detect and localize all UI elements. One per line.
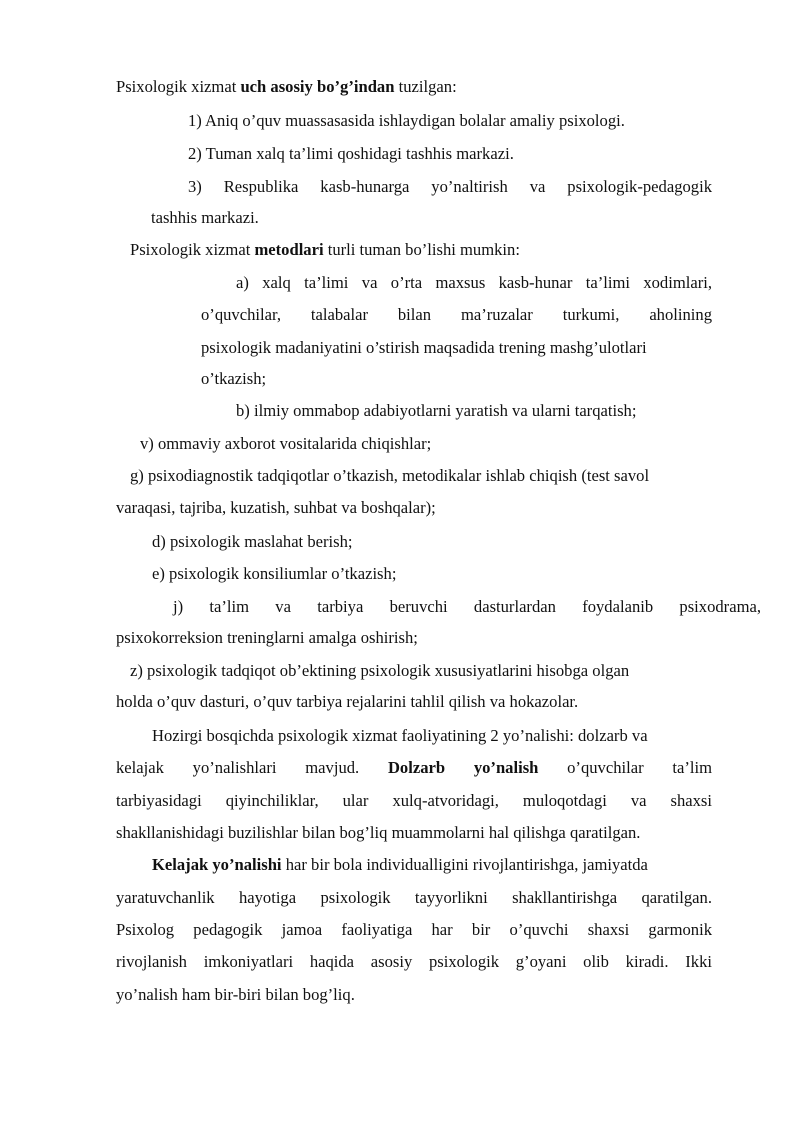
part-item-3-cont: tashhis markazi. xyxy=(151,208,259,227)
method-a-cont-3: o’tkazish; xyxy=(201,369,267,388)
intro-text: Psixologik xizmat xyxy=(116,77,241,96)
part-item-1: 1) Aniq o’quv muassasasida ishlaydigan bolalar amaliy psixologi. xyxy=(188,111,625,130)
para2-line2: yaratuvchanlik hayotiga psixologik tayyorlikni shakllantirishga qaratilgan. xyxy=(116,888,712,907)
para1-bold-term: Dolzarb yo’nalish xyxy=(387,758,539,777)
para2-line1 xyxy=(152,853,712,877)
part-item-2: 2) Tuman xalq ta’limi qoshidagi tashhis markazi. xyxy=(188,144,514,163)
method-z: z) psixologik tadqiqot ob’ektining psixologik xususiyatlarini hisobga olgan xyxy=(130,661,630,680)
methods-intro xyxy=(130,238,712,262)
para2-line1-tail: har bir bola individualligini rivojlantirishga, jamiyatda xyxy=(281,855,648,874)
method-g: g) psixodiagnostik tadqiqotlar o’tkazish, metodikalar ishlab chiqish (test savol xyxy=(130,466,650,485)
method-a-cont-1: o’quvchilar, talabalar bilan ma’ruzalar turkumi, aholining xyxy=(201,305,712,324)
para1-line3: tarbiyasidagi qiyinchiliklar, ular xulq-atvoridagi, muloqotdagi va shaxsi xyxy=(116,791,712,810)
para1-line4: shakllanishidagi buzilishlar bilan bog’liq muammolarni hal qilishga qaratilgan. xyxy=(116,823,641,842)
para2-line5: yo’nalish ham bir-biri bilan bog’liq. xyxy=(116,985,355,1004)
intro-tail: tuzilgan: xyxy=(394,77,457,96)
method-d: d) psixologik maslahat berish; xyxy=(152,532,353,551)
para1-line2 xyxy=(116,756,712,780)
para1-line2-text: kelajak yo’nalishlari mavjud. xyxy=(116,758,388,777)
method-a-cont-2: psixologik madaniyatini o’stirish maqsadida trening mashg’ulotlari xyxy=(201,338,647,357)
method-v: v) ommaviy axborot vositalarida chiqishlar; xyxy=(140,434,432,453)
para1-line1: Hozirgi bosqichda psixologik xizmat faoliyatining 2 yo’nalishi: dolzarb va xyxy=(152,726,648,745)
methods-intro-text: Psixologik xizmat xyxy=(130,240,255,259)
method-b: b) ilmiy ommabop adabiyotlarni yaratish va ularni tarqatish; xyxy=(236,401,637,420)
intro-bold: uch asosiy bo’g’indan xyxy=(240,77,395,96)
para1-line2-tail: o’quvchilar ta’lim xyxy=(538,758,712,777)
method-j-cont: psixokorreksion treninglarni amalga oshirish; xyxy=(116,628,418,647)
method-g-cont: varaqasi, tajriba, kuzatish, suhbat va boshqalar); xyxy=(116,498,436,517)
methods-intro-tail: turli tuman bo’lishi mumkin: xyxy=(323,240,520,259)
method-e: e) psixologik konsiliumlar o’tkazish; xyxy=(152,564,397,583)
method-z-cont: holda o’quv dasturi, o’quv tarbiya rejalarini tahlil qilish va hokazolar. xyxy=(116,692,579,711)
para2-line4: rivojlanish imkoniyatlari haqida asosiy psixologik g’oyani olib kiradi. Ikki xyxy=(116,952,712,971)
method-j: j) ta’lim va tarbiya beruvchi dasturlardan foydalanib psixodrama, xyxy=(173,597,761,616)
para2-line3: Psixolog pedagogik jamoa faoliyatiga har bir o’quvchi shaxsi garmonik xyxy=(116,920,712,939)
part-item-3: 3) Respublika kasb-hunarga yo’naltirish va psixologik-pedagogik xyxy=(188,177,712,196)
method-a: a) xalq ta’limi va o’rta maxsus kasb-hunar ta’limi xodimlari, xyxy=(236,273,712,292)
intro-line xyxy=(116,75,712,99)
para2-bold-term: Kelajak yo’nalishi xyxy=(152,855,282,874)
methods-intro-bold: metodlari xyxy=(254,240,324,259)
